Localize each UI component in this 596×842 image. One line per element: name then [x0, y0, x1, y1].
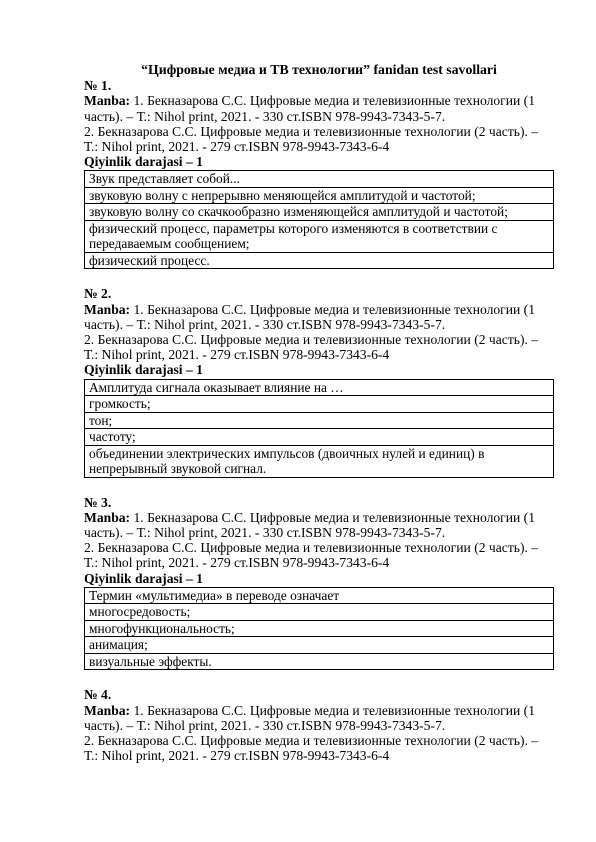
source-ref-1	[84, 93, 554, 123]
question-row	[85, 587, 554, 604]
source-label: Manba:	[84, 301, 131, 317]
source-ref-1	[84, 510, 554, 540]
answer-table	[84, 379, 554, 478]
question-number: № 2.	[84, 286, 112, 302]
answer-option: визуальные эффекты.	[85, 653, 554, 670]
answer-option: частоту;	[85, 429, 554, 446]
answer-option: объединении электрических импульсов (двоичных нулей и единиц) в непрерывный звуковой сигнал.	[85, 445, 554, 477]
answer-option: звуковую волну со скачкообразно изменяющейся амплитудой и частотой;	[85, 204, 554, 221]
source-label: Manba:	[84, 702, 131, 718]
source-label: Manba:	[84, 93, 131, 109]
answer-option: тон;	[85, 412, 554, 429]
question-block	[84, 286, 554, 477]
answer-option: физический процесс.	[85, 252, 554, 269]
difficulty-level: Qiyinlik darajasi – 1	[84, 362, 203, 378]
question-number: № 1.	[84, 78, 112, 94]
answer-option: физический процесс, параметры которого изменяются в соответствии с передаваемым сообщением;	[85, 220, 554, 252]
answer-row	[85, 620, 554, 637]
source-ref-2: 2. Бекназарова С.С. Цифровые медиа и телевизионные технологии (2 часть). – Т.: Nihol print, 2021. - 279 ст.ISBN 978-9943-7343-6-4	[84, 123, 539, 155]
answer-option: многофункциональность;	[85, 620, 554, 637]
answer-row	[85, 637, 554, 654]
answer-row	[85, 412, 554, 429]
answer-table	[84, 587, 554, 671]
answer-option: многосредовость;	[85, 604, 554, 621]
source-ref-2: 2. Бекназарова С.С. Цифровые медиа и телевизионные технологии (2 часть). – Т.: Nihol print, 2021. - 279 ст.ISBN 978-9943-7343-6-4	[84, 732, 539, 764]
question-text: Термин «мультимедиа» в переводе означает	[85, 587, 554, 604]
answer-option: звуковую волну с непрерывно меняющейся амплитудой и частотой;	[85, 187, 554, 204]
source-text: 1. Бекназарова С.С. Цифровые медиа и телевизионные технологии (1 часть). – Т.: Nihol print, 2021. - 330 ст.ISBN 978-9943-7343-5-7.	[84, 509, 536, 541]
answer-row	[85, 252, 554, 269]
source-ref-1	[84, 703, 554, 733]
answer-option: анимация;	[85, 637, 554, 654]
source-ref-1	[84, 302, 554, 332]
question-number: № 3.	[84, 494, 112, 510]
question-block	[84, 78, 554, 269]
question-row	[85, 379, 554, 396]
source-text: 1. Бекназарова С.С. Цифровые медиа и телевизионные технологии (1 часть). – Т.: Nihol print, 2021. - 330 ст.ISBN 978-9943-7343-5-7.	[84, 702, 536, 733]
source-ref-2: 2. Бекназарова С.С. Цифровые медиа и телевизионные технологии (2 часть). – Т.: Nihol print, 2021. - 279 ст.ISBN 978-9943-7343-6-4	[84, 540, 539, 571]
answer-row	[85, 396, 554, 413]
answer-row	[85, 653, 554, 670]
source-label: Manba:	[84, 509, 131, 525]
difficulty-level: Qiyinlik darajasi – 1	[84, 154, 203, 170]
question-text: Амплитуда сигнала оказывает влияние на …	[85, 379, 554, 396]
question-block	[84, 687, 554, 763]
answer-option: громкость;	[85, 396, 554, 413]
answer-row	[85, 204, 554, 221]
source-text: 1. Бекназарова С.С. Цифровые медиа и телевизионные технологии (1 часть). – Т.: Nihol print, 2021. - 330 ст.ISBN 978-9943-7343-5-7.	[84, 301, 536, 332]
document-page	[84, 62, 554, 780]
answer-row	[85, 445, 554, 477]
answer-row	[85, 187, 554, 204]
source-text: 1. Бекназарова С.С. Цифровые медиа и телевизионные технологии (1 часть). – Т.: Nihol print, 2021. - 330 ст.ISBN 978-9943-7343-5-7.	[84, 93, 536, 124]
question-block	[84, 495, 554, 671]
difficulty-level: Qiyinlik darajasi – 1	[84, 570, 203, 586]
page-title: “Цифровые медиа и ТВ технологии” fanidan test savollari	[141, 62, 497, 77]
question-row	[85, 171, 554, 188]
answer-table	[84, 170, 554, 269]
answer-row	[85, 220, 554, 252]
question-text: Звук представляет собой...	[85, 171, 554, 188]
question-number: № 4.	[84, 687, 112, 703]
answer-row	[85, 604, 554, 621]
source-ref-2: 2. Бекназарова С.С. Цифровые медиа и телевизионные технологии (2 часть). – Т.: Nihol print, 2021. - 279 ст.ISBN 978-9943-7343-6-4	[84, 332, 539, 363]
answer-row	[85, 429, 554, 446]
